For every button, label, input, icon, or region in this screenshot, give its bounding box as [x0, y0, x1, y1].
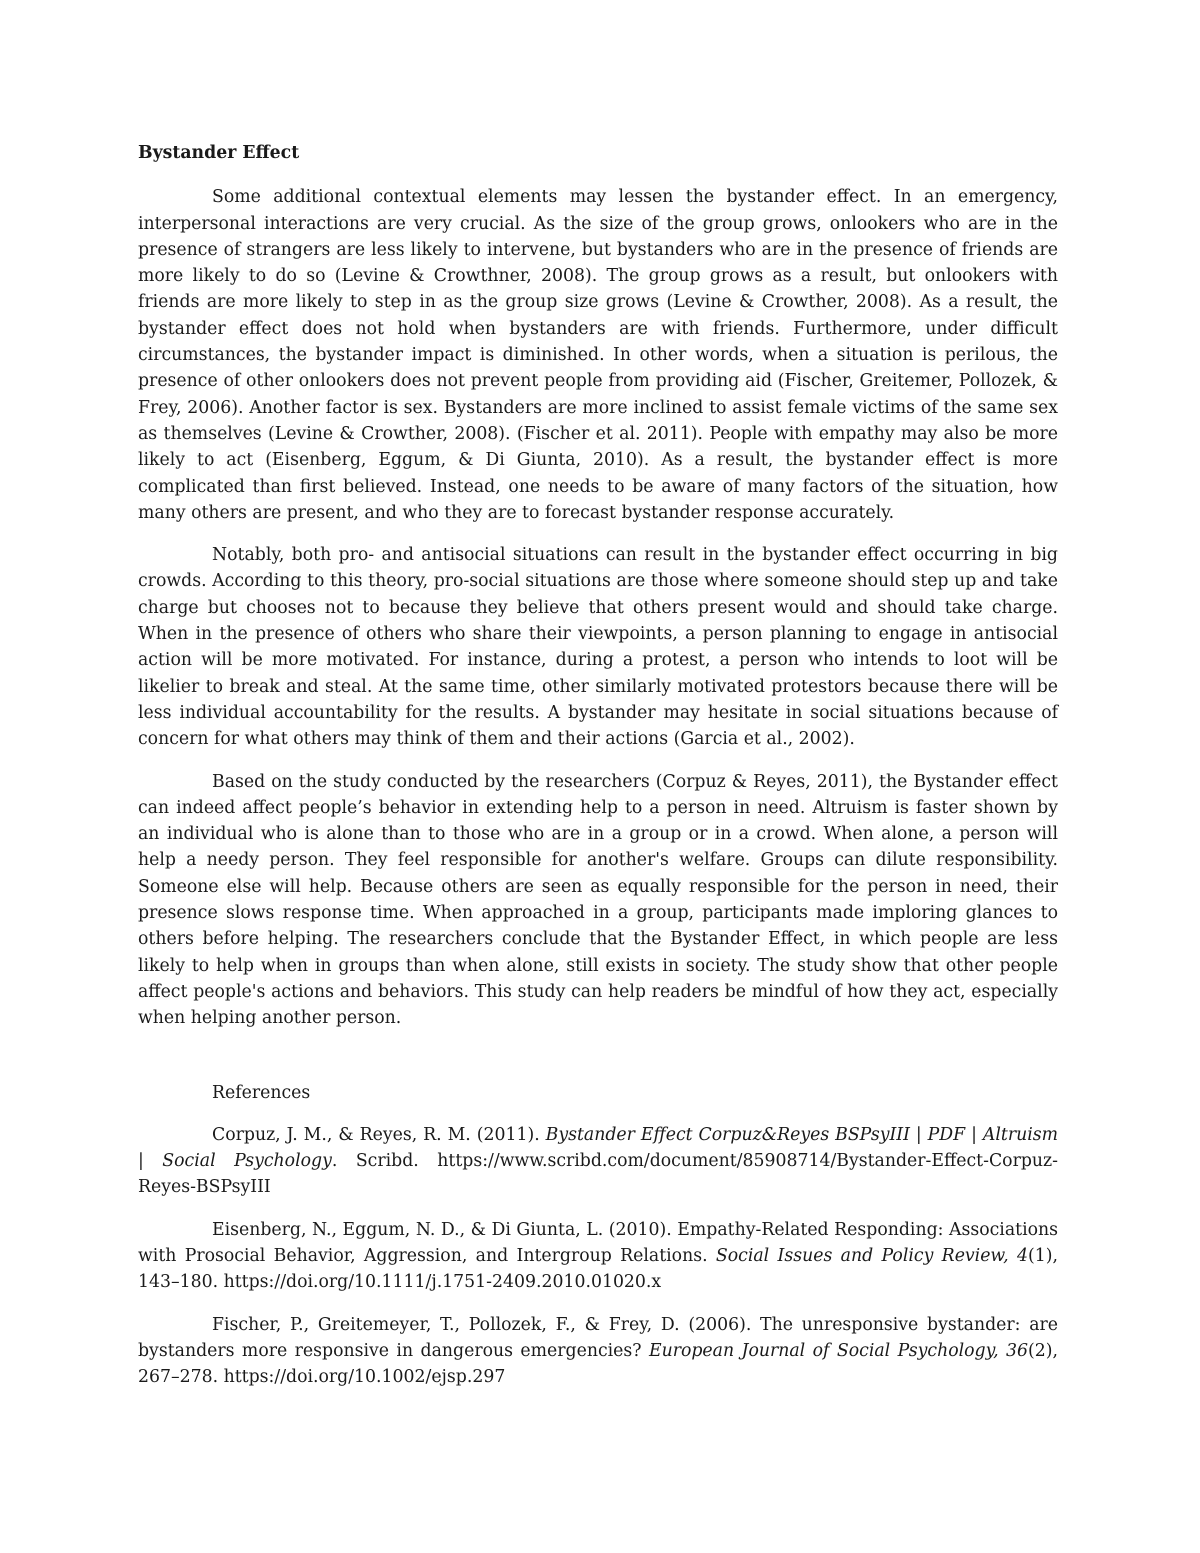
body-paragraph-1: Some additional contextual elements may lessen the bystander effect. In an emergency, interpersonal interactions are very crucial. As the size of the group grows, onlookers who are in the presence of strangers are less likely to intervene, but bystanders who are in the presence of friends are more likely to do so (Levine & Crowthner, 2008). The group grows as a result, but onlookers with friends are more likely to step in as the group size grows (Levine & Crowther, 2008). As a result, the bystander effect does not hold when bystanders are with friends. Furthermore, under difficult circumstances, the bystander impact is diminished. In other words, when a situation is perilous, the presence of other onlookers does not prevent people from providing aid (Fischer, Greitemer, Pollozek, & Frey, 2006). Another factor is sex. Bystanders are more inclined to assist female victims of the same sex as themselves (Levine & Crowther, 2008). (Fischer et al. 2011). People with empathy may also be more likely to act (Eisenberg, Eggum, & Di Giunta, 2010). As a result, the bystander effect is more complicated than first believed. Instead, one needs to be aware of many factors of the situation, how many others are present, and who they are to forecast bystander response accurately.: [138, 187, 1058, 523]
reference-tail: (2), 267–278. https://doi.org/10.1002/ejsp.297: [138, 1340, 1058, 1388]
body-paragraph-3: Based on the study conducted by the researchers (Corpuz & Reyes, 2011), the Bystander effect can indeed affect people’s behavior in extending help to a person in need. Altruism is faster shown by an individual who is alone than to those who are in a group or in a crowd. When alone, a person will help a needy person. They feel responsible for another's welfare. Groups can dilute responsibility. Someone else will help. Because others are seen as equally responsible for the person in need, their presence slows response time. When approached in a group, participants made imploring glances to others before helping. The researchers conclude that the Bystander Effect, in which people are less likely to help when in groups than when alone, still exists in society. The study show that other people affect people's actions and behaviors. This study can help readers be mindful of how they act, especially when helping another person.: [138, 771, 1058, 1029]
reference-title: Social Issues and Policy Review, 4: [715, 1245, 1029, 1266]
reference-tail: . Scribd. https://www.scribd.com/document/85908714/Bystander-Effect-Corpuz-Reyes-BSPsyIII: [138, 1151, 1058, 1198]
reference-title: European Journal of Social Psychology, 36: [648, 1340, 1029, 1361]
reference-tail: (1), 143–180. https://doi.org/10.1111/j.1751-2409.2010.01020.x: [138, 1245, 1058, 1293]
reference-lead: Fischer, P., Greitemeyer, T., Pollozek, F., & Frey, D. (2006). The unresponsive bystander: are bystanders more responsive in dangerous emergencies?: [138, 1314, 1058, 1361]
reference-entry-3: [138, 1312, 1058, 1391]
document-page: [138, 140, 1058, 1406]
reference-entry-1: [138, 1122, 1058, 1201]
reference-lead: Eisenberg, N., Eggum, N. D., & Di Giunta, L. (2010). Empathy-Related Responding: Associations with Prosocial Behavior, Aggression, and Intergroup Relations.: [138, 1219, 1058, 1266]
reference-title: Bystander Effect Corpuz&Reyes BSPsyIII | PDF | Altruism | Social Psychology: [138, 1124, 1058, 1172]
reference-entry-2: [138, 1217, 1058, 1296]
reference-lead: Corpuz, J. M., & Reyes, R. M. (2011).: [212, 1124, 546, 1145]
document-title: Bystander Effect: [138, 143, 300, 163]
body-paragraph-2: Notably, both pro- and antisocial situations can result in the bystander effect occurring in big crowds. According to this theory, pro-social situations are those where someone should step up and take charge but chooses not to because they believe that others present would and should take charge. When in the presence of others who share their viewpoints, a person planning to engage in antisocial action will be more motivated. For instance, during a protest, a person who intends to loot will be likelier to break and steal. At the same time, other similarly motivated protestors because there will be less individual accountability for the results. A bystander may hesitate in social situations because of concern for what others may think of them and their actions (Garcia et al., 2002).: [138, 545, 1058, 750]
references-heading: References: [212, 1082, 311, 1103]
